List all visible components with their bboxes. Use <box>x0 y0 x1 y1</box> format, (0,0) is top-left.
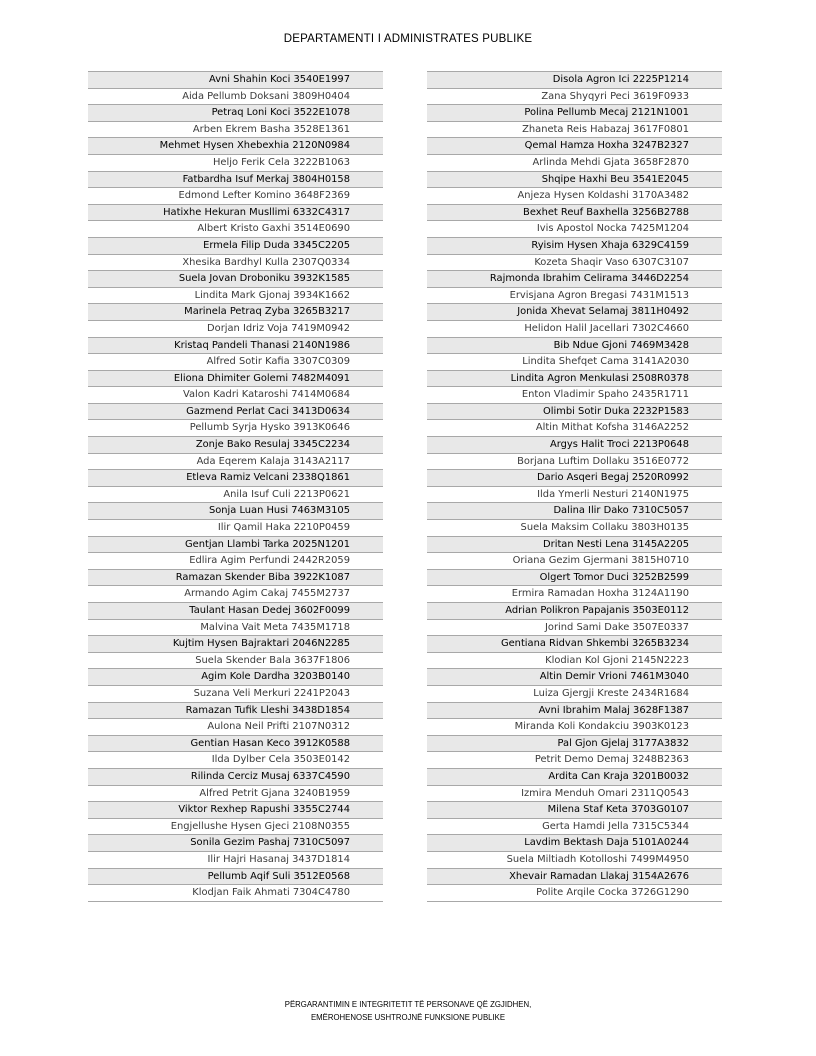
list-item: Suela Jovan Droboniku 3932K1585 <box>88 271 383 288</box>
list-item: Argys Halit Troci 2213P0648 <box>427 437 722 454</box>
list-item: Izmira Menduh Omari 2311Q0543 <box>427 786 722 803</box>
list-item: Olimbi Sotir Duka 2232P1583 <box>427 404 722 421</box>
list-item: Lindita Agron Menkulasi 2508R0378 <box>427 371 722 388</box>
list-item: Olgert Tomor Duci 3252B2599 <box>427 570 722 587</box>
footer-line-2: EMËROHENOSE USHTROJNË FUNKSIONE PUBLIKE <box>310 1013 506 1022</box>
list-item: Ilda Dylber Cela 3503E0142 <box>88 752 383 769</box>
list-item: Viktor Rexhep Rapushi 3355C2744 <box>88 802 383 819</box>
list-item: Mehmet Hysen Xhebexhia 2120N0984 <box>88 138 383 155</box>
list-item: Luiza Gjergji Kreste 2434R1684 <box>427 686 722 703</box>
list-item: Shqipe Haxhi Beu 3541E2045 <box>427 172 722 189</box>
list-item: Arlinda Mehdi Gjata 3658F2870 <box>427 155 722 172</box>
list-item: Agim Kole Dardha 3203B0140 <box>88 669 383 686</box>
list-item: Gentjan Llambi Tarka 2025N1201 <box>88 537 383 554</box>
list-item: Polite Arqile Cocka 3726G1290 <box>427 885 722 902</box>
list-item: Xhevair Ramadan Llakaj 3154A2676 <box>427 869 722 886</box>
list-item: Eliona Dhimiter Golemi 7482M4091 <box>88 371 383 388</box>
list-item: Gerta Hamdi Jella 7315C5344 <box>427 819 722 836</box>
list-item: Altin Mithat Kofsha 3146A2252 <box>427 420 722 437</box>
list-item: Ramazan Skender Biba 3922K1087 <box>88 570 383 587</box>
list-item: Ramazan Tufik Lleshi 3438D1854 <box>88 703 383 720</box>
list-item: Ilir Hajri Hasanaj 3437D1814 <box>88 852 383 869</box>
list-item: Jonida Xhevat Selamaj 3811H0492 <box>427 304 722 321</box>
list-item: Dario Asqeri Begaj 2520R0992 <box>427 470 722 487</box>
list-item: Oriana Gezim Gjermani 3815H0710 <box>427 553 722 570</box>
list-item: Klodian Kol Gjoni 2145N2223 <box>427 653 722 670</box>
list-item: Jorind Sami Dake 3507E0337 <box>427 620 722 637</box>
list-item: Gazmend Perlat Caci 3413D0634 <box>88 404 383 421</box>
list-item: Gentian Hasan Keco 3912K0588 <box>88 736 383 753</box>
list-item: Suela Miltiadh Kotolloshi 7499M4950 <box>427 852 722 869</box>
list-item: Alfred Sotir Kafia 3307C0309 <box>88 354 383 371</box>
list-item: Avni Shahin Koci 3540E1997 <box>88 72 383 89</box>
list-item: Ardita Can Kraja 3201B0032 <box>427 769 722 786</box>
list-item: Ada Eqerem Kalaja 3143A2117 <box>88 454 383 471</box>
list-item: Kristaq Pandeli Thanasi 2140N1986 <box>88 338 383 355</box>
right-name-list <box>427 71 722 902</box>
list-item: Xhesika Bardhyl Kulla 2307Q0334 <box>88 255 383 272</box>
list-item: Anila Isuf Culi 2213P0621 <box>88 487 383 504</box>
list-item: Qemal Hamza Hoxha 3247B2327 <box>427 138 722 155</box>
list-item: Bib Ndue Gjoni 7469M3428 <box>427 338 722 355</box>
list-item: Fatbardha Isuf Merkaj 3804H0158 <box>88 172 383 189</box>
list-item: Ivis Apostol Nocka 7425M1204 <box>427 221 722 238</box>
list-item: Suela Maksim Collaku 3803H0135 <box>427 520 722 537</box>
list-item: Bexhet Reuf Baxhella 3256B2788 <box>427 205 722 222</box>
list-item: Suela Skender Bala 3637F1806 <box>88 653 383 670</box>
list-item: Klodjan Faik Ahmati 7304C4780 <box>88 885 383 902</box>
list-item: Disola Agron Ici 2225P1214 <box>427 72 722 89</box>
list-item: Hatixhe Hekuran Musllimi 6332C4317 <box>88 205 383 222</box>
list-item: Lindita Shefqet Cama 3141A2030 <box>427 354 722 371</box>
list-item: Pal Gjon Gjelaj 3177A3832 <box>427 736 722 753</box>
list-item: Aida Pellumb Doksani 3809H0404 <box>88 89 383 106</box>
list-item: Dalina Ilir Dako 7310C5057 <box>427 503 722 520</box>
list-item: Enton Vladimir Spaho 2435R1711 <box>427 387 722 404</box>
list-item: Arben Ekrem Basha 3528E1361 <box>88 122 383 139</box>
list-item: Valon Kadri Kataroshi 7414M0684 <box>88 387 383 404</box>
list-item: Lavdim Bektash Daja 5101A0244 <box>427 835 722 852</box>
list-item: Milena Staf Keta 3703G0107 <box>427 802 722 819</box>
list-item: Edmond Lefter Komino 3648F2369 <box>88 188 383 205</box>
list-item: Suzana Veli Merkuri 2241P2043 <box>88 686 383 703</box>
list-item: Gentiana Ridvan Shkembi 3265B3234 <box>427 636 722 653</box>
list-item: Pellumb Aqif Suli 3512E0568 <box>88 869 383 886</box>
list-item: Sonila Gezim Pashaj 7310C5097 <box>88 835 383 852</box>
list-item: Rajmonda Ibrahim Celirama 3446D2254 <box>427 271 722 288</box>
list-item: Edlira Agim Perfundi 2442R2059 <box>88 553 383 570</box>
list-item: Helidon Halil Jacellari 7302C4660 <box>427 321 722 338</box>
list-item: Petraq Loni Koci 3522E1078 <box>88 105 383 122</box>
list-item: Alfred Petrit Gjana 3240B1959 <box>88 786 383 803</box>
list-item: Dorjan Idriz Voja 7419M0942 <box>88 321 383 338</box>
list-item: Marinela Petraq Zyba 3265B3217 <box>88 304 383 321</box>
list-item: Altin Demir Vrioni 7461M3040 <box>427 669 722 686</box>
list-item: Dritan Nesti Lena 3145A2205 <box>427 537 722 554</box>
list-item: Lindita Mark Gjonaj 3934K1662 <box>88 288 383 305</box>
list-item: Miranda Koli Kondakciu 3903K0123 <box>427 719 722 736</box>
list-item: Zonje Bako Resulaj 3345C2234 <box>88 437 383 454</box>
list-item: Petrit Demo Demaj 3248B2363 <box>427 752 722 769</box>
list-item: Ilir Qamil Haka 2210P0459 <box>88 520 383 537</box>
list-item: Kujtim Hysen Bajraktari 2046N2285 <box>88 636 383 653</box>
list-item: Ryisim Hysen Xhaja 6329C4159 <box>427 238 722 255</box>
list-item: Sonja Luan Husi 7463M3105 <box>88 503 383 520</box>
list-item: Malvina Vait Meta 7435M1718 <box>88 620 383 637</box>
footer-line-1: PËRGARANTIMIN E INTEGRITETIT TË PERSONAVE QË ZGJIDHEN, <box>284 1000 532 1009</box>
list-item: Zana Shyqyri Peci 3619F0933 <box>427 89 722 106</box>
list-item: Polina Pellumb Mecaj 2121N1001 <box>427 105 722 122</box>
list-item: Ermela Filip Duda 3345C2205 <box>88 238 383 255</box>
list-item: Taulant Hasan Dedej 3602F0099 <box>88 603 383 620</box>
list-item: Rilinda Cerciz Musaj 6337C4590 <box>88 769 383 786</box>
list-item: Heljo Ferik Cela 3222B1063 <box>88 155 383 172</box>
list-item: Borjana Luftim Dollaku 3516E0772 <box>427 454 722 471</box>
list-item: Engjellushe Hysen Gjeci 2108N0355 <box>88 819 383 836</box>
list-item: Ervisjana Agron Bregasi 7431M1513 <box>427 288 722 305</box>
list-item: Adrian Polikron Papajanis 3503E0112 <box>427 603 722 620</box>
list-item: Avni Ibrahim Malaj 3628F1387 <box>427 703 722 720</box>
list-item: Pellumb Syrja Hysko 3913K0646 <box>88 420 383 437</box>
list-item: Ilda Ymerli Nesturi 2140N1975 <box>427 487 722 504</box>
page-footer <box>0 998 816 1024</box>
list-item: Aulona Neil Prifti 2107N0312 <box>88 719 383 736</box>
list-item: Kozeta Shaqir Vaso 6307C3107 <box>427 255 722 272</box>
list-item: Zhaneta Reis Habazaj 3617F0801 <box>427 122 722 139</box>
list-item: Ermira Ramadan Hoxha 3124A1190 <box>427 586 722 603</box>
list-item: Albert Kristo Gaxhi 3514E0690 <box>88 221 383 238</box>
list-item: Anjeza Hysen Koldashi 3170A3482 <box>427 188 722 205</box>
left-name-list <box>88 71 383 902</box>
list-item: Etleva Ramiz Velcani 2338Q1861 <box>88 470 383 487</box>
page-title: DEPARTAMENTI I ADMINISTRATES PUBLIKE <box>283 33 533 45</box>
list-item: Armando Agim Cakaj 7455M2737 <box>88 586 383 603</box>
